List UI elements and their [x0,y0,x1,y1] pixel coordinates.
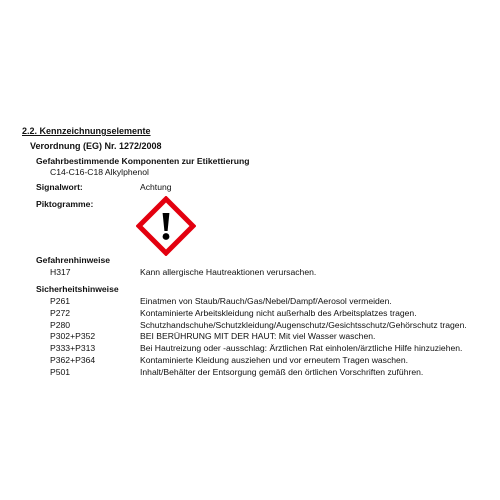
regulation-heading: Verordnung (EG) Nr. 1272/2008 [30,141,162,151]
precautionary-statement-row [40,331,490,342]
hazard-statement-row [40,267,490,278]
statement-text: Einatmen von Staub/Rauch/Gas/Nebel/Dampf/Aerosol vermeiden. [140,296,392,306]
statement-code: P501 [50,366,71,377]
statement-text: Schutzhandschuhe/Schutzkleidung/Augenschutz/Gesichtsschutz/Gehörschutz tragen. [140,319,467,330]
section-title: 2.2. Kennzeichnungselemente [22,126,151,136]
precautionary-statement-row [40,355,490,366]
precautionary-statement-row [40,320,490,331]
hazard-statements-label: Gefahrenhinweise [36,255,111,265]
statement-text: Kann allergische Hautreaktionen verursachen. [140,267,317,277]
statement-text: Inhalt/Behälter der Entsorgung gemäß den örtlichen Vorschriften zuführen. [140,366,424,377]
statement-text: Kontaminierte Kleidung ausziehen und vor erneutem Tragen waschen. [140,355,409,365]
statement-code: H317 [50,267,71,277]
signal-word-label: Signalwort: [36,182,83,192]
precautionary-statement-row [40,296,490,307]
statement-text: BEI BERÜHRUNG MIT DER HAUT: Mit viel Wasser waschen. [140,331,376,342]
precautionary-statement-row [40,367,490,378]
statement-code: P280 [50,319,71,330]
precautionary-statement-row [40,343,490,354]
statement-code: P302+P352 [50,331,96,342]
statement-code: P261 [50,296,71,306]
exclamation-mark-hazard-icon [136,196,196,256]
statement-text: Kontaminierte Arbeitskleidung nicht außerhalb des Arbeitsplatzes tragen. [140,307,417,318]
statement-text: Bei Hautreizung oder -ausschlag: Ärztlichen Rat einholen/ärztliche Hilfe hinzuziehen. [140,343,463,354]
components-value: C14-C16-C18 Alkylphenol [50,167,149,177]
statement-code: P272 [50,307,71,318]
precautionary-statements-label: Sicherheitshinweise [36,284,119,294]
precautionary-statement-row [40,308,490,319]
statement-code: P333+P313 [50,343,96,354]
statement-code: P362+P364 [50,355,96,365]
pictograms-label: Piktogramme: [36,199,94,209]
components-label: Gefahrbestimmende Komponenten zur Etikettierung [36,156,250,166]
signal-word-value: Achtung [140,182,172,192]
